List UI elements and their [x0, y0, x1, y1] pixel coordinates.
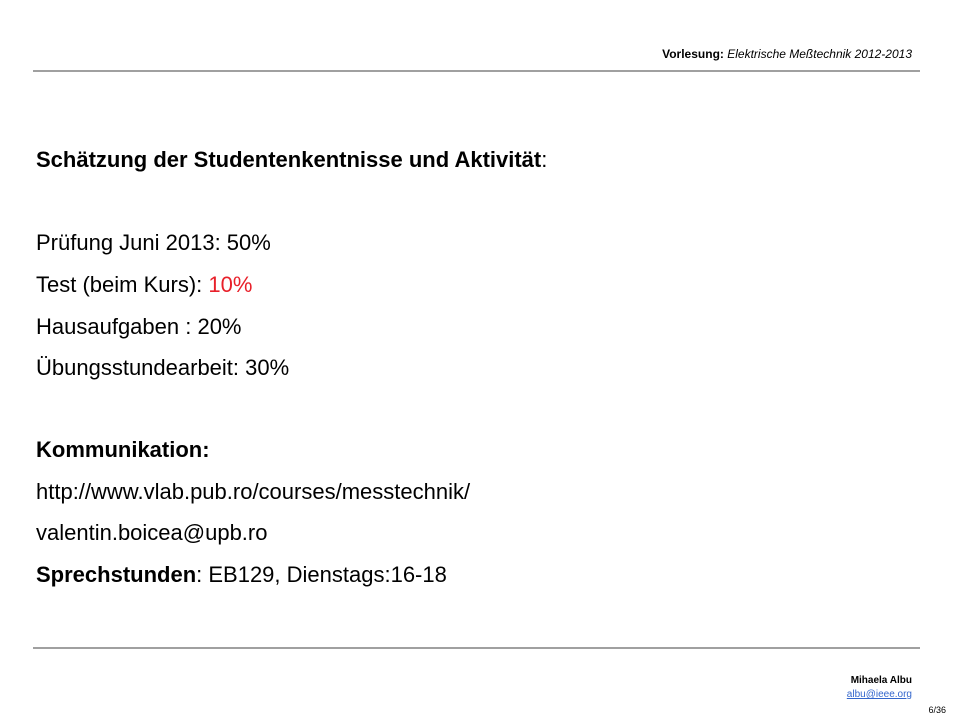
course-url[interactable]: http://www.vlab.pub.ro/courses/messtechnik/ [36, 479, 471, 504]
header-label: Vorlesung: [662, 47, 724, 61]
assessment-heading [36, 147, 547, 173]
grade-item-exercise: Übungsstundearbeit: 30% [36, 355, 290, 380]
footer-author: Mihaela Albu [850, 675, 912, 686]
header-course: Elektrische Meßtechnik 2012-2013 [727, 47, 912, 61]
office-hours [36, 562, 447, 588]
grade-item-test-label: Test (beim Kurs): [36, 272, 209, 297]
office-hours-label: Sprechstunden [36, 562, 197, 587]
footer-divider [33, 647, 920, 649]
slide-header [662, 47, 912, 61]
grade-item-exam: Prüfung Juni 2013: 50% [36, 230, 271, 255]
office-hours-value: : EB129, Dienstags:16-18 [196, 562, 447, 587]
communication-title: Kommunikation: [36, 437, 210, 462]
assessment-title: Schätzung der Studentenkentnisse und Aktivität [36, 147, 542, 172]
footer-author-email[interactable]: albu@ieee.org [846, 689, 912, 700]
page-number: 6/36 [928, 705, 946, 715]
header-divider [33, 70, 920, 72]
contact-email[interactable]: valentin.boicea@upb.ro [36, 520, 268, 545]
assessment-colon: : [541, 147, 548, 172]
grade-item-test [36, 272, 252, 298]
grade-item-homework: Hausaufgaben : 20% [36, 314, 242, 339]
grade-item-test-value: 10% [208, 272, 253, 297]
